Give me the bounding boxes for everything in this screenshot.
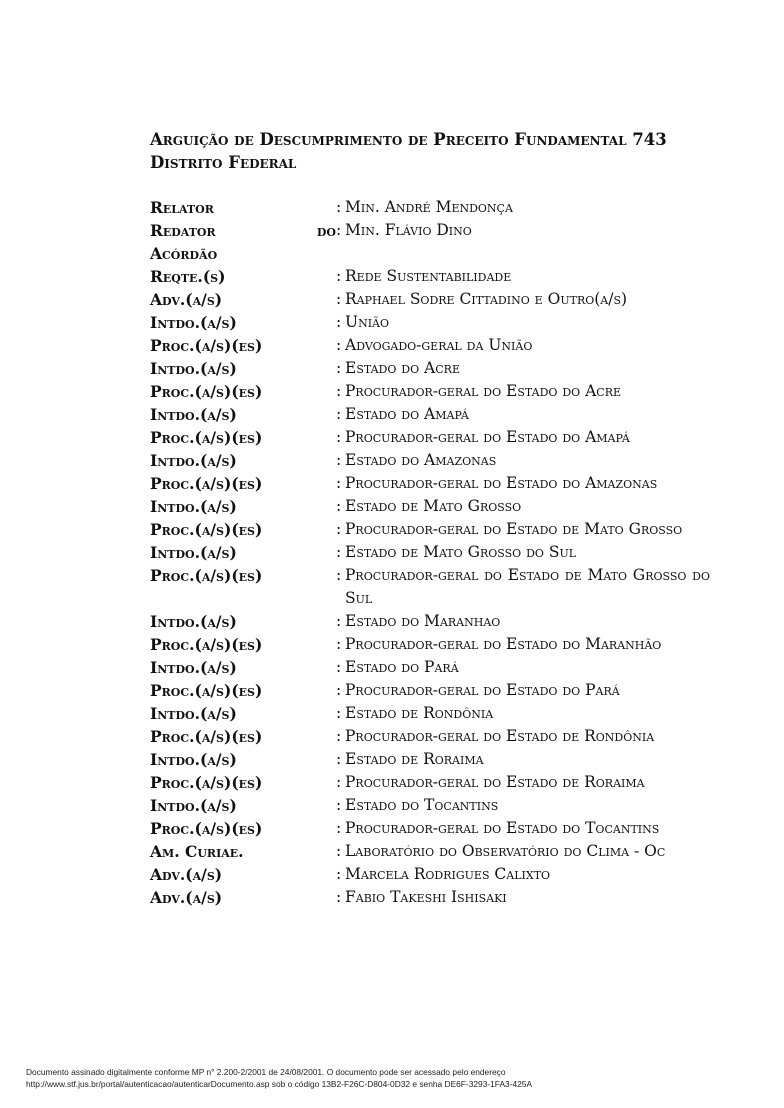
colon-separator: : (336, 681, 342, 699)
party-value: Estado do Acre (345, 359, 460, 377)
redator-label-line2: Acórdão (150, 244, 218, 263)
party-value: Min. Flávio Dino (345, 221, 472, 239)
party-label: Proc.(a/s)(es) (150, 635, 263, 654)
party-value: Procurador-geral do Estado do Acre (345, 382, 622, 400)
party-value: Procurador-geral do Estado do Tocantins (345, 819, 660, 837)
party-value: Estado de Mato Grosso do Sul (345, 543, 577, 561)
party-row (150, 403, 710, 426)
colon-separator: : (336, 543, 342, 561)
party-value: Procurador-geral do Estado do Maranhão (345, 635, 662, 653)
colon-separator: : (336, 612, 342, 630)
colon-separator: : (336, 842, 342, 860)
party-label: Intdo.(a/s) (150, 750, 237, 769)
party-label: Proc.(a/s)(es) (150, 474, 263, 493)
colon-separator: : (336, 428, 342, 446)
party-row (150, 817, 710, 840)
colon-separator: : (336, 658, 342, 676)
party-label: Intdo.(a/s) (150, 658, 237, 677)
party-row (150, 495, 710, 518)
party-row (150, 679, 710, 702)
party-row (150, 472, 710, 495)
party-value: Marcela Rodrigues Calixto (345, 865, 551, 883)
party-label: Adv.(a/s) (150, 865, 223, 884)
party-row (150, 794, 710, 817)
colon-separator: : (336, 566, 342, 584)
party-rows (150, 265, 710, 909)
party-row (150, 449, 710, 472)
party-value: Procurador-geral do Estado de Mato Grosso (345, 520, 683, 538)
party-row (150, 564, 710, 610)
party-label: Intdo.(a/s) (150, 796, 237, 815)
party-label: Proc.(a/s)(es) (150, 681, 263, 700)
party-label: Intdo.(a/s) (150, 313, 237, 332)
party-label: Proc.(a/s)(es) (150, 336, 263, 355)
colon-separator: : (336, 888, 342, 906)
party-value: Estado de Mato Grosso (345, 497, 522, 515)
party-value: Procurador-geral do Estado de Mato Grosso do Sul (345, 566, 710, 607)
parties-list (150, 196, 710, 909)
colon-separator: : (336, 359, 342, 377)
party-label: Am. Curiae. (150, 842, 244, 861)
party-row (150, 311, 710, 334)
party-label: Intdo.(a/s) (150, 704, 237, 723)
party-value: Laboratório do Observatório do Clima - Oc (345, 842, 666, 860)
colon-separator: : (336, 313, 342, 331)
redator-row (150, 219, 710, 242)
party-label: Proc.(a/s)(es) (150, 382, 263, 401)
party-row (150, 426, 710, 449)
party-row (150, 288, 710, 311)
party-value: Estado do Tocantins (345, 796, 499, 814)
party-value: Estado do Maranhao (345, 612, 501, 630)
colon-separator: : (336, 865, 342, 883)
case-jurisdiction: Distrito Federal (150, 153, 297, 172)
redator-label-text: Redator (150, 221, 216, 240)
party-row (150, 840, 710, 863)
party-row (150, 518, 710, 541)
party-label: Proc.(a/s)(es) (150, 566, 263, 585)
colon-separator: : (336, 290, 342, 308)
party-label: Proc.(a/s)(es) (150, 520, 263, 539)
colon-separator: : (336, 819, 342, 837)
party-row (150, 265, 710, 288)
colon-separator: : (336, 198, 342, 216)
party-label: Intdo.(a/s) (150, 405, 237, 424)
party-row (150, 380, 710, 403)
colon-separator: : (336, 635, 342, 653)
party-row (150, 656, 710, 679)
colon-separator: : (336, 497, 342, 515)
case-title: Arguição de Descumprimento de Preceito Fundamental 743 (150, 130, 667, 149)
colon-separator: : (336, 520, 342, 538)
party-label: Adv.(a/s) (150, 888, 223, 907)
party-label: Intdo.(a/s) (150, 451, 237, 470)
party-value: Fabio Takeshi Ishisaki (345, 888, 507, 906)
party-row (150, 886, 710, 909)
party-value: Estado do Amapá (345, 405, 469, 423)
colon-separator: : (336, 704, 342, 722)
party-row (150, 610, 710, 633)
party-value: Advogado-geral da União (345, 336, 533, 354)
party-value: Estado de Roraima (345, 750, 484, 768)
colon-separator: : (336, 474, 342, 492)
party-label: Intdo.(a/s) (150, 543, 237, 562)
party-value: Estado do Pará (345, 658, 459, 676)
signature-footer (26, 1066, 766, 1090)
party-row (150, 771, 710, 794)
party-label (150, 219, 336, 242)
party-value: Procurador-geral do Estado do Pará (345, 681, 620, 699)
party-value: Procurador-geral do Estado do Amapá (345, 428, 630, 446)
party-label: Proc.(a/s)(es) (150, 773, 263, 792)
party-label: Intdo.(a/s) (150, 612, 237, 631)
party-label: Intdo.(a/s) (150, 497, 237, 516)
party-label: Relator (150, 198, 214, 217)
party-row (150, 541, 710, 564)
party-value: Procurador-geral do Estado do Amazonas (345, 474, 658, 492)
party-value: União (345, 313, 389, 331)
relator-row (150, 196, 710, 219)
colon-separator: : (336, 221, 342, 239)
party-value: Procurador-geral do Estado de Rondônia (345, 727, 655, 745)
footer-line-1: Documento assinado digitalmente conforme MP n° 2.200-2/2001 de 24/08/2001. O documento pode ser acessado pelo endereço (26, 1067, 506, 1077)
party-row (150, 334, 710, 357)
party-row (150, 357, 710, 380)
party-value: Estado do Amazonas (345, 451, 497, 469)
colon-separator: : (336, 267, 342, 285)
party-label: Adv.(a/s) (150, 290, 223, 309)
party-label: Reqte.(s) (150, 267, 226, 286)
party-row (150, 863, 710, 886)
party-row (150, 633, 710, 656)
party-value: Raphael Sodre Cittadino e Outro(a/s) (345, 290, 628, 308)
party-row (150, 702, 710, 725)
colon-separator: : (336, 727, 342, 745)
party-row (150, 725, 710, 748)
colon-separator: : (336, 796, 342, 814)
party-row (150, 748, 710, 771)
footer-line-2: http://www.stf.jus.br/portal/autenticacao/autenticarDocumento.asp sob o código 13B2-F26C-D804-0D32 e senha DE6F-3293-1FA3-425A (26, 1079, 533, 1089)
colon-separator: : (336, 336, 342, 354)
party-label: Proc.(a/s)(es) (150, 727, 263, 746)
party-value: Min. André Mendonça (345, 198, 513, 216)
document-title (150, 128, 710, 174)
redator-label-suffix: do (316, 221, 336, 240)
colon-separator: : (336, 773, 342, 791)
party-value: Rede Sustentabilidade (345, 267, 512, 285)
party-value: Estado de Rondônia (345, 704, 494, 722)
party-label: Proc.(a/s)(es) (150, 428, 263, 447)
colon-separator: : (336, 750, 342, 768)
party-value: Procurador-geral do Estado de Roraima (345, 773, 645, 791)
party-label: Proc.(a/s)(es) (150, 819, 263, 838)
colon-separator: : (336, 405, 342, 423)
colon-separator: : (336, 451, 342, 469)
colon-separator: : (336, 382, 342, 400)
party-label: Intdo.(a/s) (150, 359, 237, 378)
